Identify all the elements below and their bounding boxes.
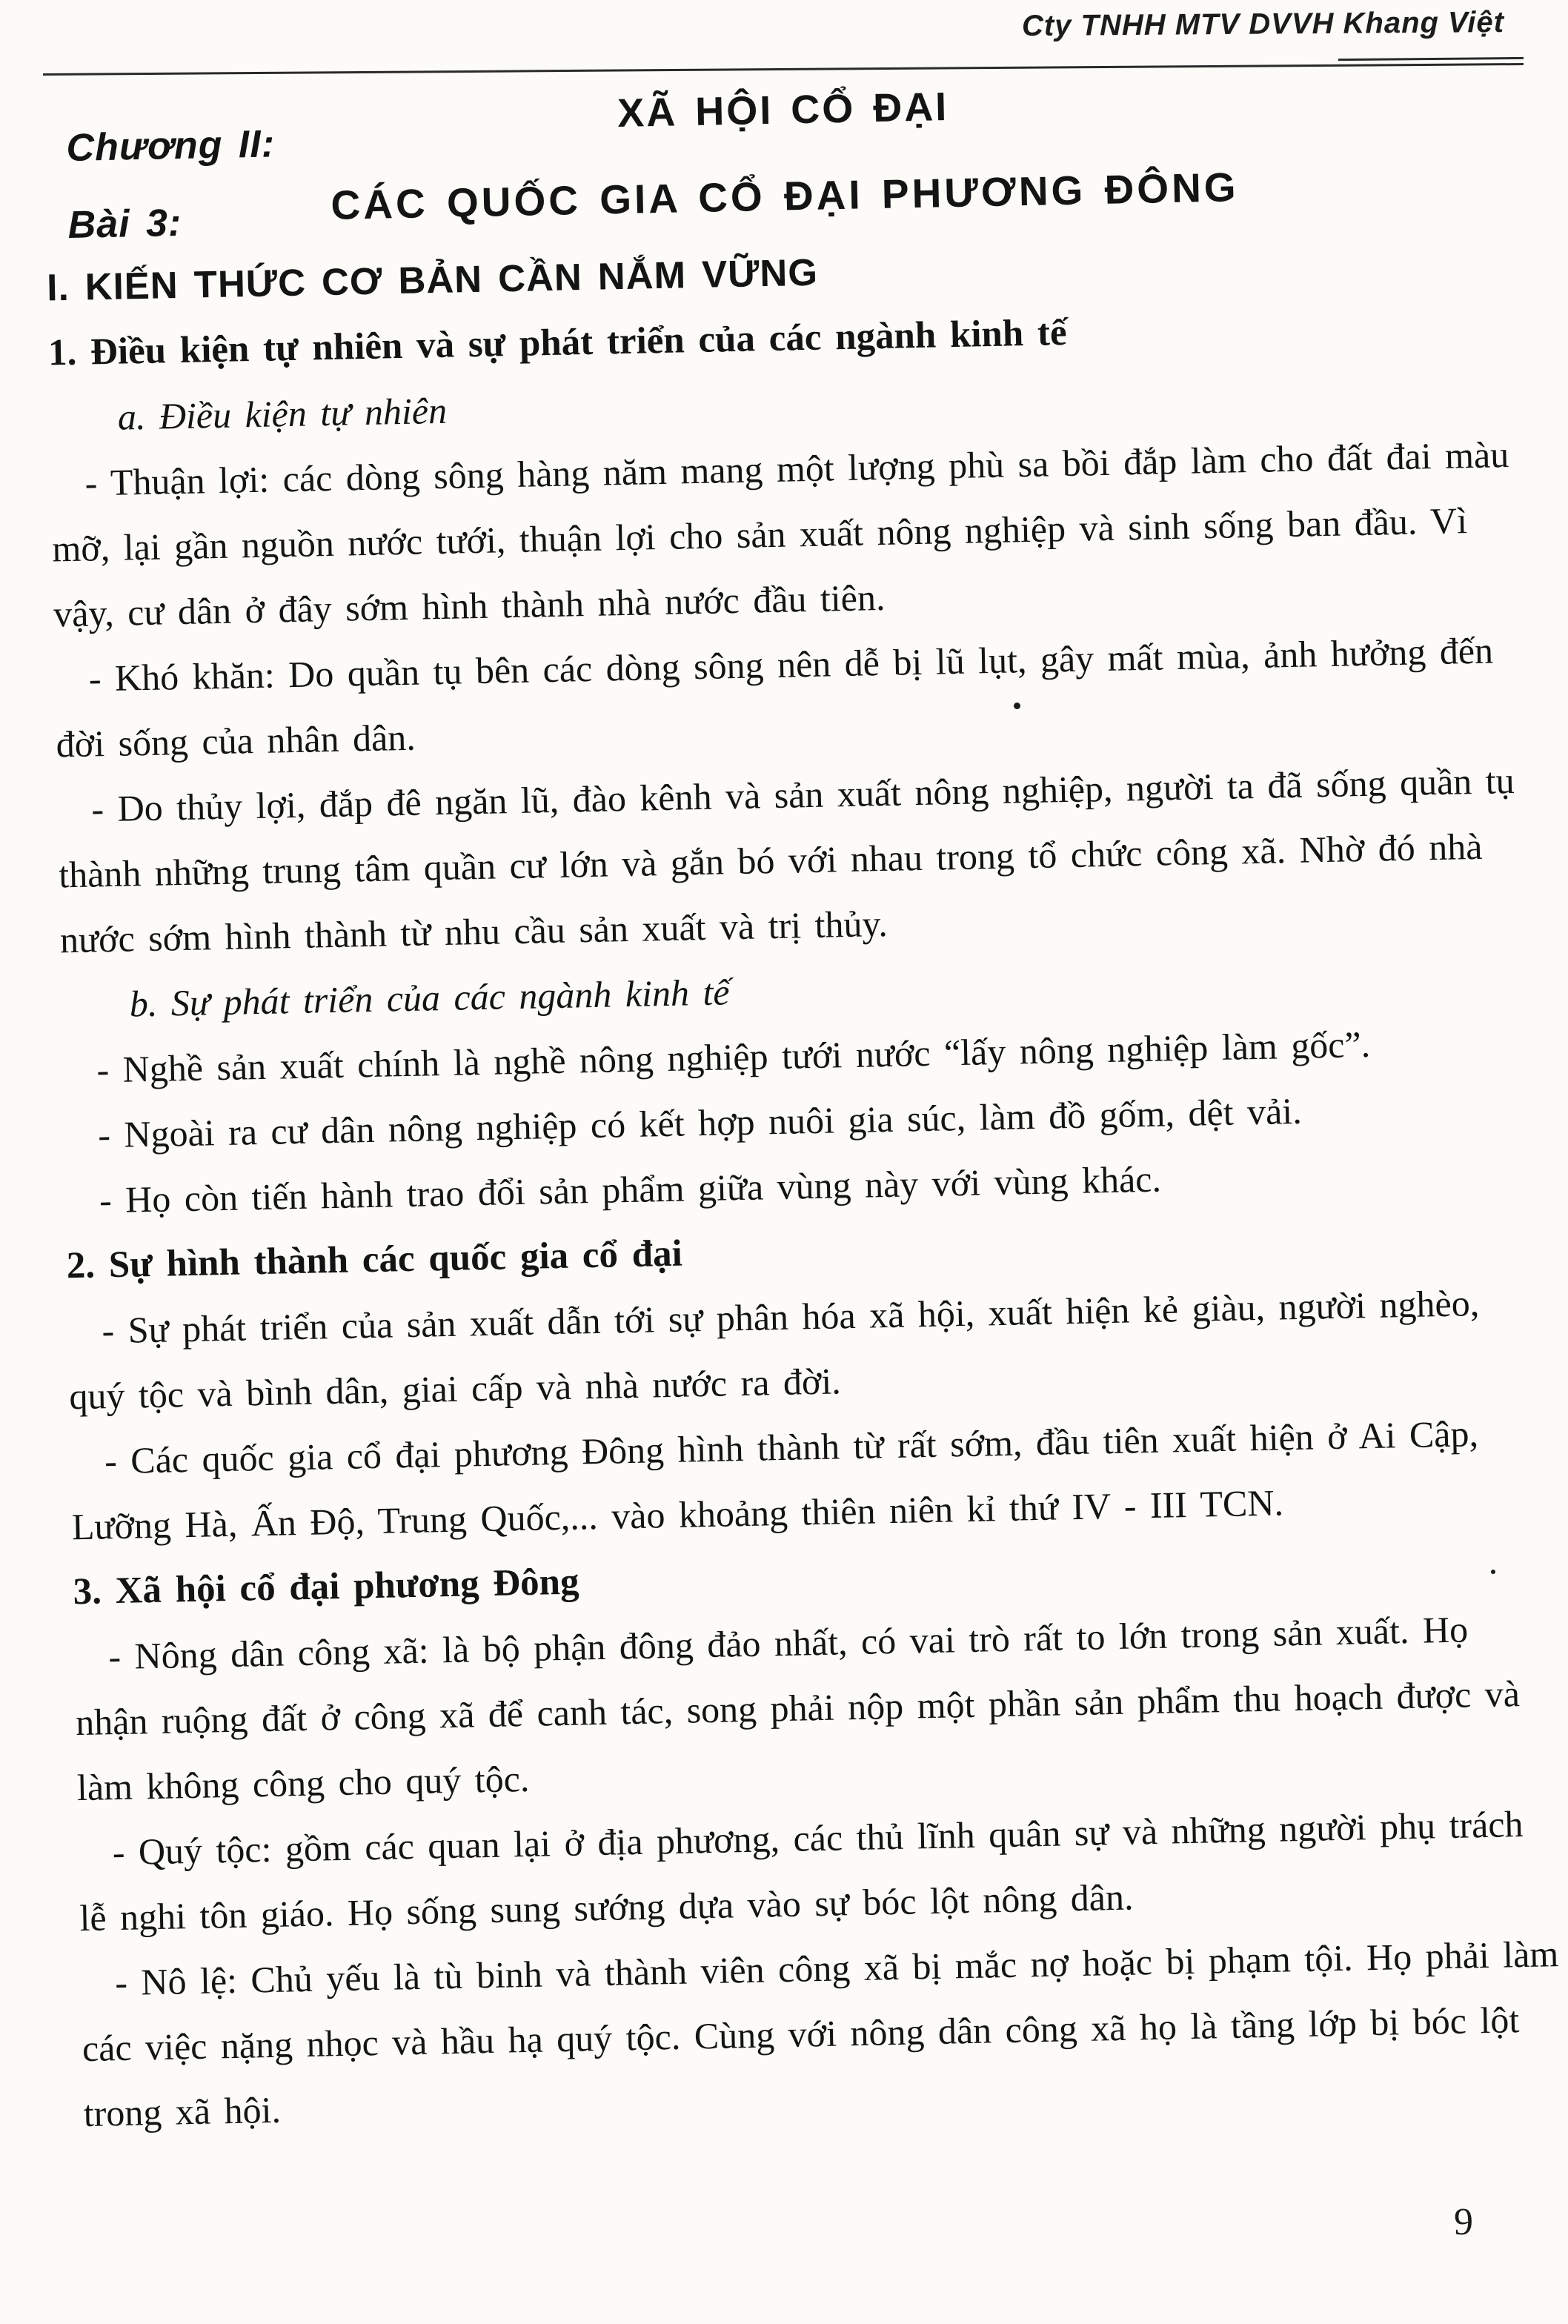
header-divider-fragment	[1338, 57, 1524, 61]
subheading-a-natural-conditions: a. Điều kiện tự nhiên	[117, 389, 448, 438]
publisher-header: Cty TNHH MTV DVVH Khang Việt	[1021, 6, 1505, 43]
chapter-title: XÃ HỘI CỔ ĐẠI	[617, 84, 949, 136]
lesson-title: CÁC QUỐC GIA CỔ ĐẠI PHƯƠNG ĐÔNG	[330, 164, 1240, 228]
paragraph-commune-farmers: - Nông dân công xã: là bộ phận đông đảo nhất, có vai trò rất to lớn trong sản xuất. Họ nhận ruộng đất ở công xã để canh tác, song phải nộp một phần sản phẩm thu hoạch được và làm không công cho quý tộc.	[75, 1608, 1521, 1809]
paragraph-trade: - Họ còn tiến hành trao đổi sản phẩm giữa vùng này với vùng khác.	[99, 1158, 1162, 1221]
scan-speck	[1014, 703, 1020, 709]
paragraph-social-differentiation: - Sự phát triển của sản xuất dẫn tới sự phân hóa xã hội, xuất hiện kẻ giàu, người nghèo, quý tộc và bình dân, giai cấp và nhà nước ra đời.	[68, 1282, 1480, 1418]
heading-state-formation: 2. Sự hình thành các quốc gia cổ đại	[66, 1232, 683, 1287]
page-content	[43, 62, 1563, 2147]
scan-speck	[1491, 1570, 1495, 1574]
paragraph-main-production: - Nghề sản xuất chính là nghề nông nghiệp tưới nước “lấy nông nghiệp làm gốc”.	[96, 1023, 1371, 1091]
section-heading-knowledge: I. KIẾN THỨC CƠ BẢN CẦN NẮM VỮNG	[46, 250, 819, 309]
chapter-label: Chương II:	[65, 122, 276, 170]
paragraph-nobles: - Quý tộc: gồm các quan lại ở địa phương, các thủ lĩnh quân sự và những người phụ trách lễ nghi tôn giáo. Họ sống sung sướng dựa vào sự bóc lột nông dân.	[79, 1802, 1524, 1939]
paragraph-early-states: - Các quốc gia cổ đại phương Đông hình thành từ rất sớm, đầu tiên xuất hiện ở Ai Cập, Lưỡng Hà, Ấn Độ, Trung Quốc,... vào khoảng thiên niên kỉ thứ IV - III TCN.	[71, 1412, 1479, 1548]
paragraph-difficulties: - Khó khăn: Do quần tụ bên các dòng sông nên dễ bị lũ lụt, gây mất mùa, ảnh hưởng đến đời sống của nhân dân.	[56, 629, 1494, 766]
paragraph-irrigation: - Do thủy lợi, đắp đê ngăn lũ, đào kênh và sản xuất nông nghiệp, người ta đã sống quần tụ thành những trung tâm quần cư lớn và gắn bó với nhau trong tổ chức công xã. Nhờ đó nhà nước sớm hình thành từ nhu cầu sản xuất và trị thủy.	[58, 759, 1515, 961]
paragraph-livestock-crafts: - Ngoài ra cư dân nông nghiệp có kết hợp nuôi gia súc, làm đồ gốm, dệt vải.	[97, 1089, 1303, 1156]
subheading-b-economic-development: b. Sự phát triển của các ngành kinh tế	[129, 971, 730, 1025]
paragraph-slaves: - Nô lệ: Chủ yếu là tù binh và thành viên công xã bị mắc nợ hoặc bị phạm tội. Họ phải làm các việc nặng nhọc và hầu hạ quý tộc. Cùng với nông dân công xã họ là tầng lớp bị bóc lột trong xã hội.	[82, 1933, 1559, 2135]
page-number: 9	[1454, 2201, 1473, 2243]
paragraph-advantages: - Thuận lợi: các dòng sông hàng năm mang một lượng phù sa bồi đắp làm cho đất đai màu mỡ, lại gần nguồn nước tưới, thuận lợi cho sản xuất nông nghiệp và sinh sống ban đầu. Vì vậy, cư dân ở đây sớm hình thành nhà nước đầu tiên.	[51, 434, 1509, 635]
heading-natural-conditions: 1. Điều kiện tự nhiên và sự phát triển của các ngành kinh tế	[47, 311, 1068, 374]
heading-eastern-society: 3. Xã hội cổ đại phương Đông	[73, 1561, 580, 1613]
lesson-label: Bài 3:	[67, 201, 182, 247]
